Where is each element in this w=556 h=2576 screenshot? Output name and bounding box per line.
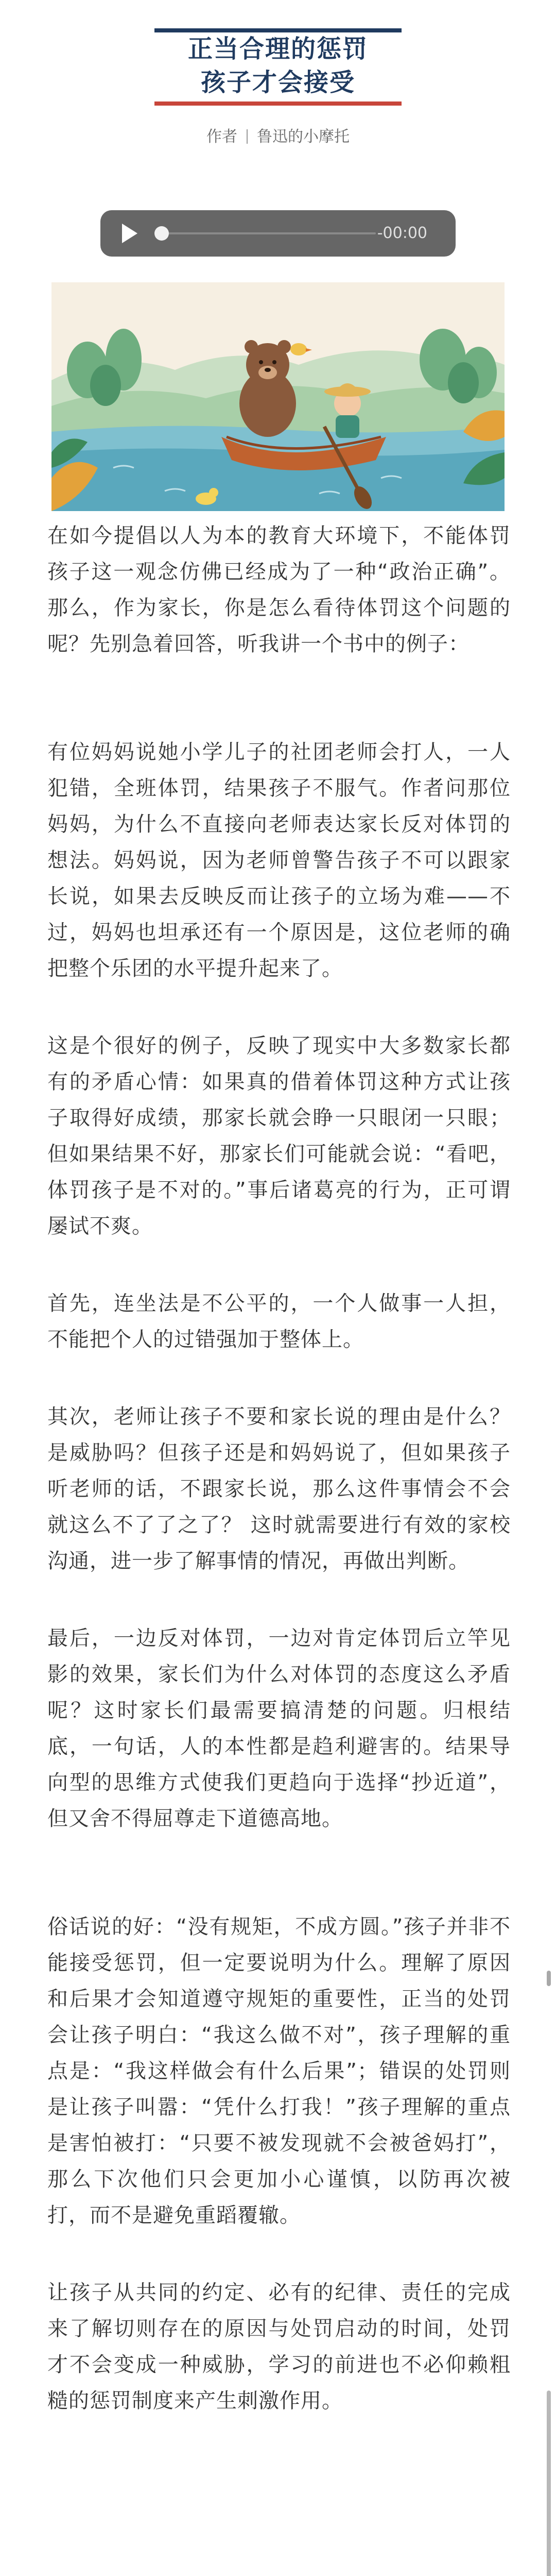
author-label: 作者	[206, 128, 237, 146]
article-paragraph: 首先，连坐法是不公平的，一个人做事一人担，不能把个人的过错强加于整体上。	[47, 1292, 511, 1351]
page-title-line-2: 孩子才会接受	[200, 68, 355, 97]
article-paragraph: 俗话说的好：“没有规矩，不成方圆。”孩子并非不能接受惩罚，但一定要说明为什么。理解了原因和后果才会知道遵守规矩的重要性，正当的处罚会让孩子明白：“我这么做不对”，孩子理解的重点是：“我这样做会有什么后果”；错误的处罚则是让孩子叫嚣：“凭什么打我！”孩子理解的重点是害怕被打：“只要不被发现就不会被爸妈打”，那么下次他们只会更加小心谨慎，以防再次被打，而不是避免重蹈覆辙。	[47, 1915, 511, 2227]
title-card	[154, 28, 402, 106]
scrollbar-thumb[interactable]	[547, 2391, 551, 2576]
article-paragraph: 有位妈妈说她小学儿子的社团老师会打人，一人犯错，全班体罚，结果孩子不服气。作者问那位妈妈，为什么不直接向老师表达家长反对体罚的想法。妈妈说，因为老师曾警告孩子不可以跟家长说，如果去反映反而让孩子的立场为难——不过，妈妈也坦承还有一个原因是，这位老师的确把整个乐团的水平提升起来了。	[47, 740, 511, 980]
cover-illustration	[51, 282, 505, 511]
article-paragraph: 其次，老师让孩子不要和家长说的理由是什么？是威胁吗？但孩子还是和妈妈说了，但如果孩子听老师的话，不跟家长说，那么这件事情会不会就这么不了了之了？ 这时就需要进行有效的家校沟通，进一步了解事情的情况，再做出判断。	[47, 1405, 511, 1573]
title-top-rule	[154, 28, 402, 32]
article-paragraph: 最后，一边反对体罚，一边对肯定体罚后立竿见影的效果，家长们为什么对体罚的态度这么矛盾呢？这时家长们最需要搞清楚的问题。归根结底，一句话，人的本性都是趋利避害的。结果导向型的思维方式使我们更趋向于选择“抄近道”，但又舍不得屈尊走下道德高地。	[47, 1626, 511, 1831]
article-paragraph: 让孩子从共同的约定、必有的纪律、责任的完成来了解切则存在的原因与处罚启动的时间，处罚才不会变成一种威胁，学习的前进也不必仰赖粗糙的惩罚制度来产生刺激作用。	[47, 2281, 511, 2413]
audio-progress-knob[interactable]	[154, 226, 169, 241]
audio-time-remaining: -00:00	[377, 224, 427, 242]
article-header	[0, 0, 556, 155]
scrollbar-marker	[547, 1971, 551, 1986]
play-icon[interactable]	[122, 224, 137, 243]
title-bottom-rule	[154, 101, 402, 106]
audio-player	[100, 210, 456, 257]
article-body	[47, 518, 511, 2419]
page-title-line-1: 正当合理的惩罚	[187, 35, 368, 63]
author-name[interactable]: 鲁迅的小摩托	[257, 128, 350, 146]
byline	[0, 124, 556, 146]
byline-separator	[247, 129, 248, 144]
article-paragraph: 在如今提倡以人为本的教育大环境下，不能体罚孩子这一观念仿佛已经成为了一种“政治正确”。那么，作为家长，你是怎么看待体罚这个问题的呢？先别急着回答，听我讲一个书中的例子：	[47, 524, 511, 656]
audio-progress-track[interactable]	[157, 232, 376, 234]
article-paragraph: 这是个很好的例子，反映了现实中大多数家长都有的矛盾心情：如果真的借着体罚这种方式让孩子取得好成绩，那家长就会睁一只眼闭一只眼；但如果结果不好，那家长们可能就会说：“看吧，体罚孩子是不对的。”事后诸葛亮的行为，正可谓屡试不爽。	[47, 1034, 511, 1238]
